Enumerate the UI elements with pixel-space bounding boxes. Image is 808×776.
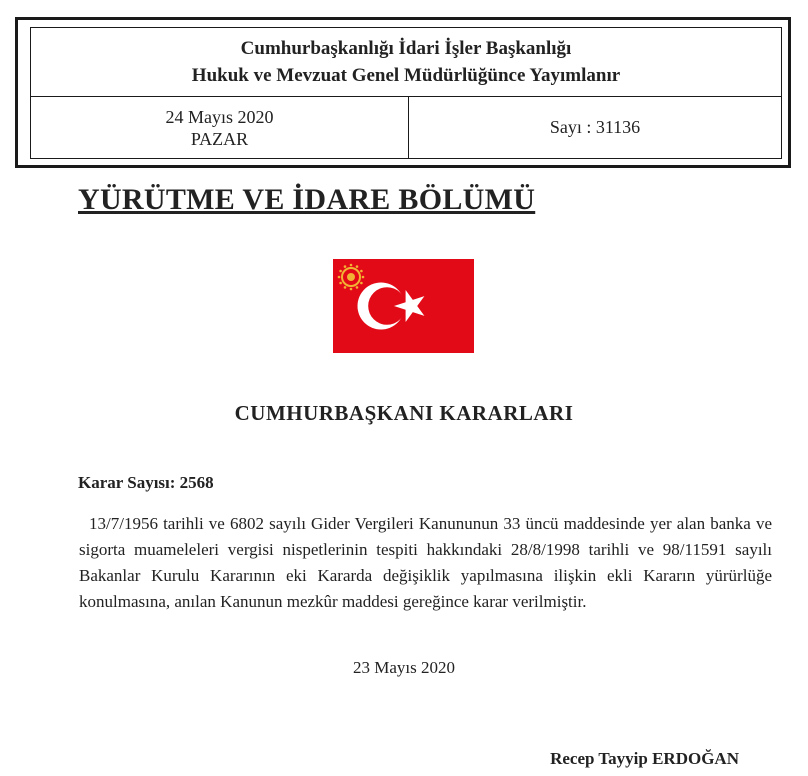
gazette-header-inner [30, 27, 782, 159]
decree-body: 13/7/1956 tarihli ve 6802 sayılı Gider Vergileri Kanununun 33 üncü maddesinde yer alan banka ve sigorta muameleleri vergisi nispetlerinin tespiti hakkındaki 28/8/1998 tarihli ve 98/11591 sayılı Bakanlar Kurulu Kararının eki Kararda değişiklik yapılmasına ilişkin ekli Kararın yürürlüğe konulmasına, anılan Kanunun mezkûr maddesi gereğince karar verilmiştir. [79, 514, 772, 611]
gazette-header [15, 17, 791, 168]
section-title: YÜRÜTME VE İDARE BÖLÜMÜ [78, 183, 536, 216]
signature: Recep Tayyip ERDOĞAN [550, 749, 739, 768]
publisher-block [31, 28, 781, 97]
issue-number-cell [409, 97, 781, 158]
issue-date-cell [31, 97, 409, 158]
issue-day: PAZAR [190, 128, 249, 149]
issue-date: 24 Mayıs 2020 [165, 106, 274, 127]
decree-number: Karar Sayısı: 2568 [78, 473, 214, 492]
turkish-flag-icon [333, 259, 474, 353]
decree-heading: CUMHURBAŞKANI KARARLARI [234, 401, 574, 425]
issue-info-row [31, 97, 781, 158]
publisher-line-2: Hukuk ve Mevzuat Genel Müdürlüğünce Yayımlanır [191, 65, 621, 86]
issue-number: Sayı : 31136 [549, 117, 641, 137]
publisher-line-1: Cumhurbaşkanlığı İdari İşler Başkanlığı [240, 38, 572, 59]
decree-date: 23 Mayıs 2020 [353, 658, 455, 677]
